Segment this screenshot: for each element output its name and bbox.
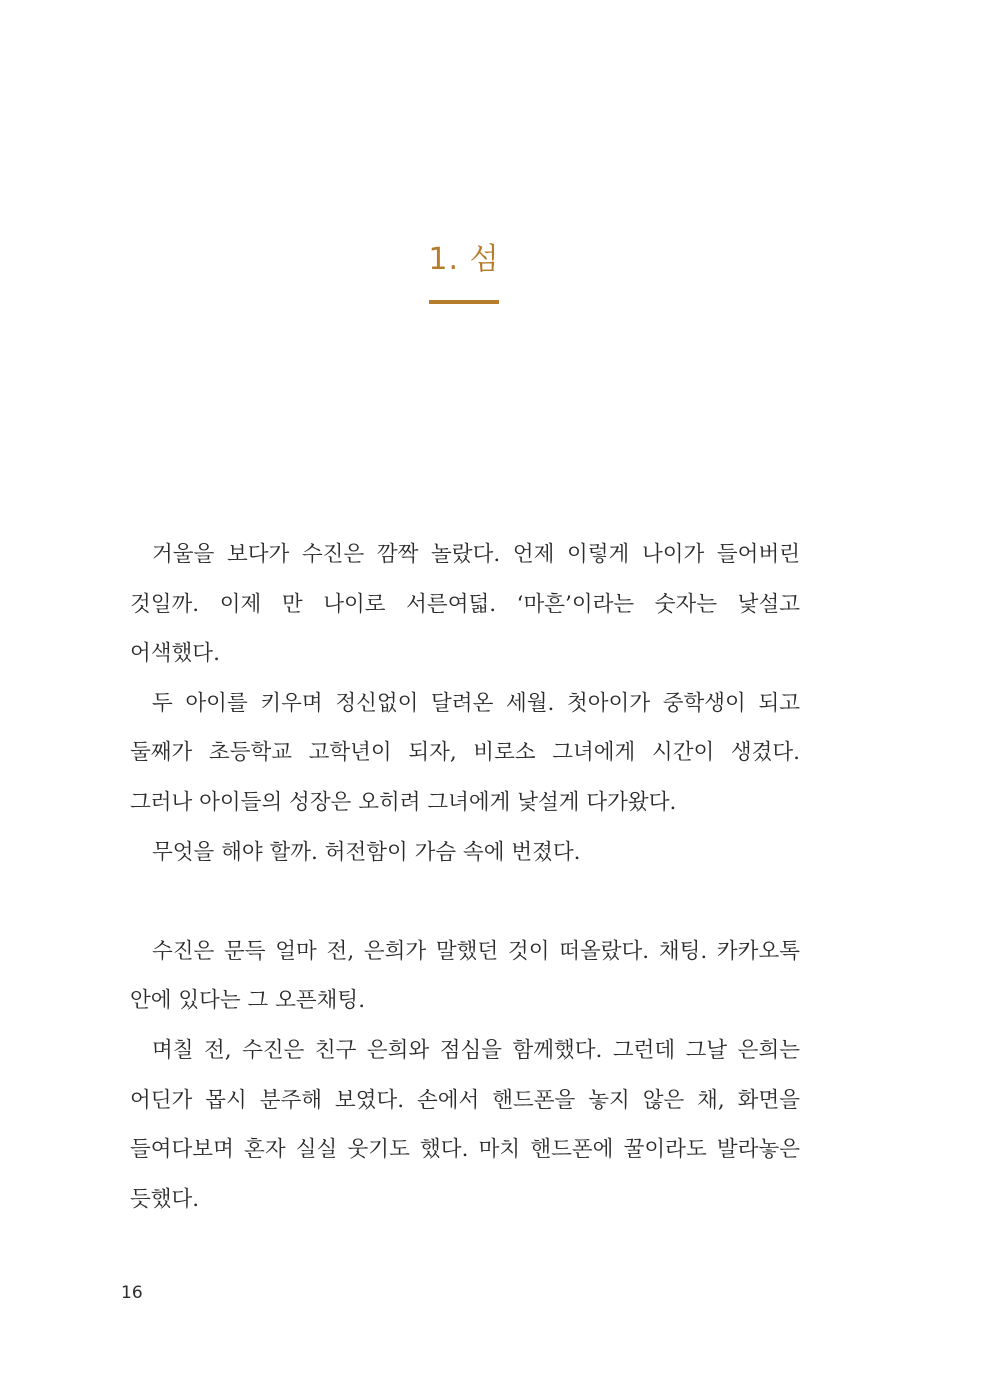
paragraph: 두 아이를 키우며 정신없이 달려온 세월. 첫아이가 중학생이 되고 둘째가 초등학교 고학년이 되자, 비로소 그녀에게 시간이 생겼다. 그러나 아이들의 성장은 오히려 그녀에게 낯설게 다가왔다.: [130, 690, 800, 815]
section-break: [130, 877, 800, 927]
paragraph: 수진은 문득 얼마 전, 은희가 말했던 것이 떠올랐다. 채팅. 카카오톡 안에 있다는 그 오픈채팅.: [130, 938, 800, 1014]
paragraph: 거울을 보다가 수진은 깜짝 놀랐다. 언제 이렇게 나이가 들어버린 것일까. 이제 만 나이로 서른여덟. ‘마흔’이라는 숫자는 낯설고 어색했다.: [130, 542, 800, 667]
paragraph: 며칠 전, 수진은 친구 은희와 점심을 함께했다. 그런데 그날 은희는 어딘가 몹시 분주해 보였다. 손에서 핸드폰을 놓지 않은 채, 화면을 들여다보며 혼자 실실 웃기도 했다. 마치 핸드폰에 꿀이라도 발라놓은 듯했다.: [130, 1037, 800, 1212]
chapter-title-rule: [429, 300, 499, 304]
paragraph: 무엇을 해야 할까. 허전함이 가슴 속에 번졌다.: [152, 839, 581, 865]
chapter-title: 1. 섬: [428, 242, 500, 277]
body-text: [130, 530, 800, 1224]
page-number: 16: [121, 1283, 143, 1303]
